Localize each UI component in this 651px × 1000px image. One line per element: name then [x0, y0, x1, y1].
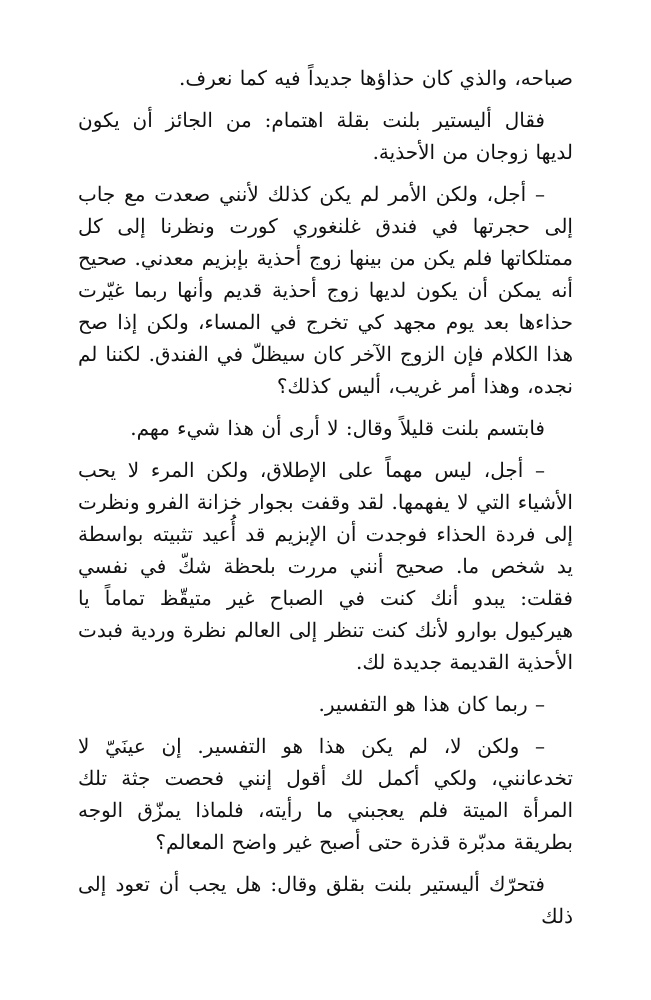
paragraph-8: فتحرّك أليستير بلنت بقلق وقال: هل يجب أن تعود إلى ذلك [78, 872, 573, 928]
paragraph-3: – أجل، ولكن الأمر لم يكن كذلك لأنني صعدت مع جاب إلى حجرتها في فندق غلنغوري كورت ونظرنا إلى كل ممتلكاتها فلم يكن من بينها زوج أحذية بإبزيم معدني. صحيح أنه يمكن أن يكون لديها زوج أحذية قديم وأنها ربما غيّرت حذاءها بعد يوم مجهد كي تخرج في المساء، ولكن إذا صح هذا الكلام فإن الزوج الآخر كان سيظلّ في الفندق. لكننا لم نجده، وهذا أمر غريب، أليس كذلك؟ [78, 182, 573, 398]
paragraph-7: – ولكن لا، لم يكن هذا هو التفسير. إن عينَيّ لا تخدعانني، ولكي أكمل لك أقول إنني فحصت جثة تلك المرأة الميتة فلم يعجبني ما رأيته، فلماذا يمزّق الوجه بطريقة مدبّرة قذرة حتى أصبح غير واضح المعالم؟ [78, 734, 573, 854]
paragraph-1: صباحه، والذي كان حذاؤها جديداً فيه كما نعرف. [179, 66, 573, 90]
paragraph-4: فابتسم بلنت قليلاً وقال: لا أرى أن هذا شيء مهم. [130, 416, 545, 440]
paragraph-5: – أجل، ليس مهماً على الإطلاق، ولكن المرء لا يحب الأشياء التي لا يفهمها. لقد وقفت بجوار خزانة الفرو ونظرت إلى فردة الحذاء فوجدت أن الإبزيم قد أُعيد تثبيته بواسطة يد شخص ما. صحيح أنني مررت بلحظة شكّ في نفسي فقلت: يبدو أنك كنت في الصباح غير متيقّظ تماماً يا هيركيول بوارو لأنك كنت تنظر إلى العالم نظرة وردية فبدت الأحذية القديمة جديدة لك. [78, 458, 573, 674]
paragraph-6: – ربما كان هذا هو التفسير. [318, 692, 545, 716]
paragraph-2: فقال أليستير بلنت بقلة اهتمام: من الجائز أن يكون لديها زوجان من الأحذية. [78, 108, 573, 164]
